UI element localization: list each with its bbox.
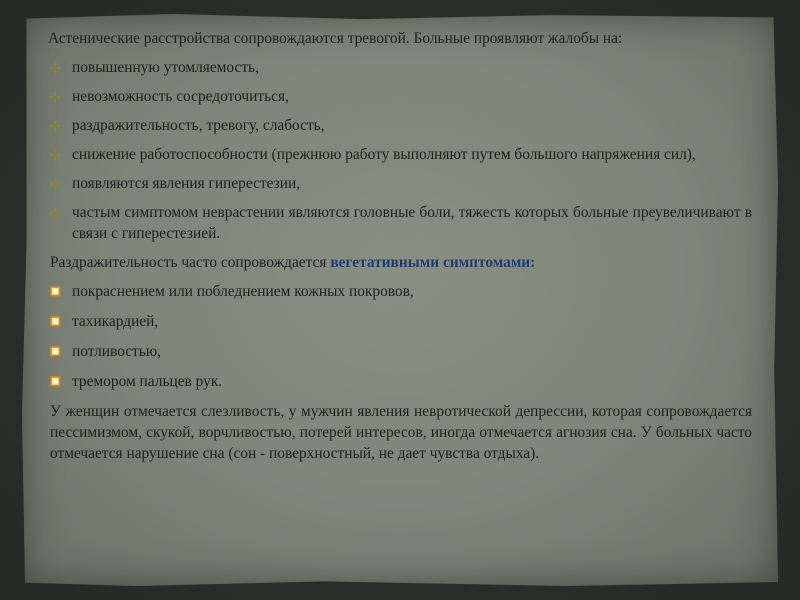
complaint-text: повышенную утомляемость, <box>72 59 259 76</box>
square-checkbox-icon <box>48 281 62 302</box>
symptom-text: покраснением или побледнением кожных покровов, <box>72 283 414 300</box>
list-item <box>48 202 752 244</box>
complaint-text: появляются явления гиперестезии, <box>72 175 301 192</box>
square-checkbox-icon <box>48 311 62 332</box>
diamond-cluster-icon <box>48 144 62 165</box>
diamond-cluster-icon <box>48 115 62 136</box>
diamond-cluster-icon <box>48 86 62 107</box>
vegetative-symptoms-list <box>48 281 752 392</box>
diamond-cluster-icon <box>48 173 62 194</box>
symptom-text: тахикардией, <box>72 313 159 330</box>
symptom-text: потливостью, <box>72 343 162 360</box>
irritability-lead: Раздражительность часто сопровождается <box>50 254 331 271</box>
intro-paragraph: Астенические расстройства сопровождаются тревогой. Больные проявляют жалобы на: <box>48 30 623 47</box>
list-item <box>48 311 752 332</box>
vegetative-highlight: вегетативными симптомами: <box>330 254 536 271</box>
complaint-text: снижение работоспособности (прежнюю работу выполняют путем большого напряжения сил), <box>72 146 696 163</box>
diamond-cluster-icon <box>48 202 62 223</box>
list-item <box>48 371 752 392</box>
complaint-text: раздражительность, тревогу, слабость, <box>72 117 325 134</box>
irritability-paragraph <box>50 252 752 273</box>
list-item <box>48 144 752 165</box>
list-item <box>48 57 752 78</box>
complaints-list <box>48 57 752 244</box>
diamond-cluster-icon <box>48 57 62 78</box>
complaint-text: невозможность сосредоточиться, <box>72 88 289 105</box>
square-checkbox-icon <box>48 341 62 362</box>
square-checkbox-icon <box>48 371 62 392</box>
closing-paragraph: У женщин отмечается слезливость, у мужчин явления невротической депрессии, которая сопровождается пессимизмом, скукой, ворчливостью, потерей интересов, иногда отмечается агнозия сна. У больных часто отмечается нарушение сна (сон - поверхностный, не дает чувства отдыха). <box>50 403 752 462</box>
slide-content <box>48 28 752 464</box>
list-item <box>48 341 752 362</box>
list-item <box>48 173 752 194</box>
symptom-text: тремором пальцев рук. <box>72 373 223 390</box>
list-item <box>48 86 752 107</box>
list-item <box>48 115 752 136</box>
list-item <box>48 281 752 302</box>
complaint-text: частым симптомом неврастении являются головные боли, тяжесть которых больные преувеличивают в связи с гиперестезией. <box>72 204 752 242</box>
